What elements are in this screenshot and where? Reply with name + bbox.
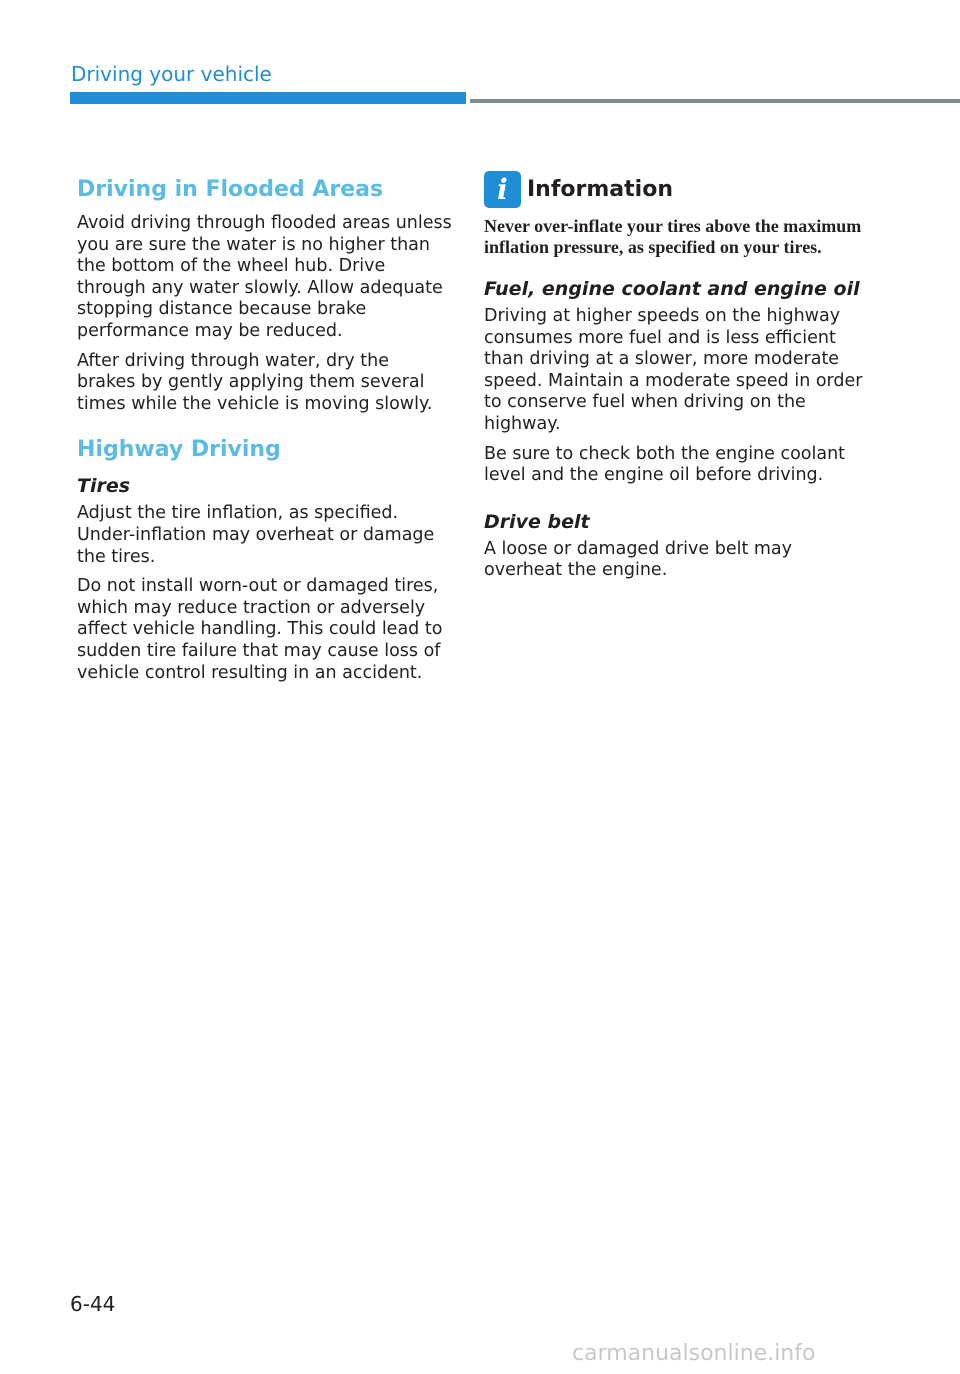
info-icon: i: [484, 171, 521, 208]
chapter-title: Driving your vehicle: [71, 62, 272, 86]
section-heading-highway: Highway Driving: [77, 437, 281, 463]
paragraph: Be sure to check both the engine coolant level and the engine oil before driving.: [484, 443, 846, 486]
subheading-drive-belt: Drive belt: [484, 510, 590, 533]
paragraph: Avoid driving through flooded areas unless you are sure the water is no higher than the bottom of the wheel hub. Drive through any water slowly. Allow adequate stopping distance because brake performance may be reduced.: [77, 213, 452, 341]
subheading-fuel: Fuel, engine coolant and engine oil: [484, 278, 860, 300]
paragraph: A loose or damaged drive belt may overheat the engine.: [484, 538, 793, 581]
left-column: [77, 175, 452, 692]
paragraph: Driving at higher speeds on the highway consumes more fuel and is less efficient than driving at a slower, more moderate speed. Maintain a moderate speed in order to conserve fuel when driving on the highway.: [484, 306, 863, 434]
information-text: Never over-inflate your tires above the maximum inflation pressure, as specified on your tires.: [484, 216, 862, 257]
paragraph: After driving through water, dry the brakes by gently applying them several times while the vehicle is moving slowly.: [77, 350, 433, 414]
header-rule-accent: [70, 92, 466, 104]
watermark: carmanualsonline.info: [572, 1341, 816, 1366]
paragraph: Adjust the tire inflation, as specified. Under-inflation may overheat or damage the tires.: [77, 503, 435, 567]
section-heading-flooded: Driving in Flooded Areas: [77, 177, 384, 202]
header-rule-gray: [470, 99, 960, 103]
information-box-header: [484, 171, 864, 208]
paragraph: Do not install worn-out or damaged tires, which may reduce traction or adversely affect vehicle handling. This could lead to sudden tire failure that may cause loss of vehicle control resulting in an accident.: [77, 576, 443, 683]
subheading-tires: Tires: [77, 475, 131, 498]
page-number: 6-44: [70, 1292, 116, 1316]
right-column: [484, 172, 864, 590]
information-title: Information: [527, 177, 673, 202]
